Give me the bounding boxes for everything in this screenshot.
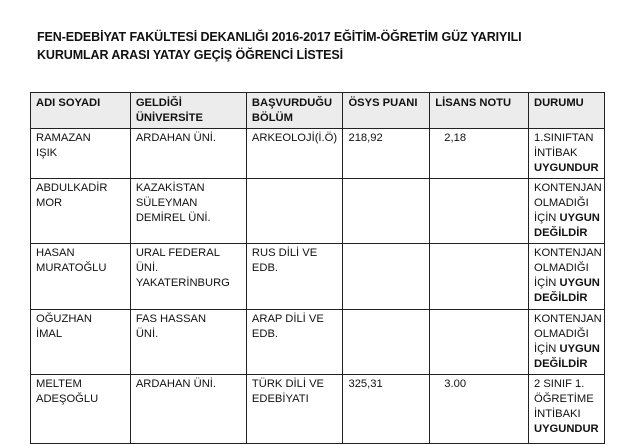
header-university-label-1: GELDİĞİ xyxy=(135,97,182,109)
cell-gpa xyxy=(430,310,529,375)
cell-text: YAKATERİNBURG xyxy=(135,277,230,289)
cell-text: İÇİN xyxy=(534,277,557,289)
cell-gpa xyxy=(430,129,529,179)
cell-text: OLMADIĞI xyxy=(534,262,589,274)
cell-text: ABDULKADİR xyxy=(36,182,108,194)
cell-text: EDB. xyxy=(251,262,279,274)
table-row xyxy=(31,129,605,179)
cell-university xyxy=(130,129,246,179)
cell-score xyxy=(343,244,430,310)
table-header-row xyxy=(31,93,605,129)
cell-university xyxy=(130,179,246,244)
header-score-label: ÖSYS PUANI xyxy=(348,97,418,109)
cell-text: EDB. xyxy=(251,328,279,340)
cell-name xyxy=(31,129,131,179)
cell-text: HASAN xyxy=(36,247,75,259)
status-line xyxy=(534,211,599,226)
cell-text: 325,31 xyxy=(348,378,383,390)
cell-text: 1.SINIFTAN xyxy=(534,132,594,144)
cell-text: ARDAHAN ÜNİ. xyxy=(135,132,216,144)
cell-text: MELTEM xyxy=(36,378,82,390)
header-status xyxy=(529,93,605,129)
header-department-label-1: BAŞVURDUĞU xyxy=(251,97,333,109)
cell-score xyxy=(343,310,430,375)
cell-text: RUS DİLİ VE xyxy=(251,247,318,259)
cell-text: İÇİN xyxy=(534,212,557,224)
cell-text: ÖĞRETİME xyxy=(534,393,594,405)
document-title xyxy=(37,28,597,64)
status-result: DEĞİLDİR xyxy=(534,358,588,370)
cell-text: İMAL xyxy=(36,328,63,340)
cell-text: İNTİBAK xyxy=(534,147,578,159)
cell-text: FAS HASSAN xyxy=(135,313,207,325)
status-result-inline: UYGUN xyxy=(559,343,600,355)
cell-name xyxy=(31,310,131,375)
cell-score xyxy=(343,129,430,179)
cell-text: 218,92 xyxy=(348,132,383,144)
cell-text: OLMADIĞI xyxy=(534,197,589,209)
cell-status xyxy=(529,375,605,444)
cell-text: ARKEOLOJİ(İ.Ö) xyxy=(251,132,338,144)
cell-text: OĞUZHAN xyxy=(36,313,92,325)
cell-department xyxy=(246,375,343,444)
status-line xyxy=(534,342,599,357)
cell-department xyxy=(246,129,343,179)
cell-text: EDEBİYATI xyxy=(251,393,309,405)
cell-text: KONTENJAN xyxy=(534,182,602,194)
cell-name xyxy=(31,375,131,444)
cell-status xyxy=(529,244,605,310)
cell-text: ARDAHAN ÜNİ. xyxy=(135,378,216,390)
cell-gpa xyxy=(430,375,529,444)
header-name xyxy=(31,93,131,129)
cell-department xyxy=(246,310,343,375)
header-gpa xyxy=(430,93,529,129)
header-gpa-label: LİSANS NOTU xyxy=(435,97,512,109)
cell-name xyxy=(31,244,131,310)
status-result: DEĞİLDİR xyxy=(534,227,588,239)
title-line-2: KURUMLAR ARASI YATAY GEÇİŞ ÖĞRENCİ LİSTESİ xyxy=(37,48,344,62)
status-result-inline: UYGUN xyxy=(559,277,600,289)
header-university xyxy=(130,93,246,129)
table-row xyxy=(31,375,605,444)
cell-text: SÜLEYMAN xyxy=(135,197,198,209)
table-row xyxy=(31,244,605,310)
status-result: UYGUNDUR xyxy=(534,423,599,435)
cell-text: MOR xyxy=(36,197,63,209)
cell-text: DEMİREL ÜNİ. xyxy=(135,212,211,224)
cell-score xyxy=(343,375,430,444)
header-department-label-2: BÖLÜM xyxy=(251,112,293,124)
cell-name xyxy=(31,179,131,244)
table-row xyxy=(31,179,605,244)
cell-status xyxy=(529,310,605,375)
cell-gpa xyxy=(430,244,529,310)
cell-score xyxy=(343,179,430,244)
header-department xyxy=(246,93,343,129)
cell-text: URAL FEDERAL xyxy=(135,247,220,259)
cell-text: MURATOĞLU xyxy=(36,262,107,274)
cell-status xyxy=(529,129,605,179)
cell-text: 2,18 xyxy=(444,132,467,144)
cell-text: OLMADIĞI xyxy=(534,328,589,340)
cell-text: ÜNİ. xyxy=(135,262,159,274)
cell-text: 2 SINIF 1. xyxy=(534,378,585,390)
cell-university xyxy=(130,244,246,310)
header-university-label-2: ÜNİVERSİTE xyxy=(135,112,203,124)
cell-text: IŞIK xyxy=(36,147,58,159)
status-result-inline: UYGUN xyxy=(559,212,600,224)
header-score xyxy=(343,93,430,129)
cell-text: KAZAKİSTAN xyxy=(135,182,205,194)
cell-university xyxy=(130,375,246,444)
cell-text: İNTİBAKI xyxy=(534,408,581,420)
table-row xyxy=(31,310,605,375)
cell-text: KONTENJAN xyxy=(534,247,602,259)
header-name-label: ADI SOYADI xyxy=(36,97,101,109)
cell-department xyxy=(246,244,343,310)
title-line-1: FEN-EDEBİYAT FAKÜLTESİ DEKANLIĞI 2016-2017 EĞİTİM-ÖĞRETİM GÜZ YARIYILI xyxy=(37,30,522,44)
cell-status xyxy=(529,179,605,244)
status-result: DEĞİLDİR xyxy=(534,292,588,304)
cell-university xyxy=(130,310,246,375)
cell-gpa xyxy=(430,179,529,244)
status-result: UYGUNDUR xyxy=(534,162,599,174)
cell-text: KONTENJAN xyxy=(534,313,602,325)
transfer-student-table xyxy=(30,92,605,444)
header-status-label: DURUMU xyxy=(534,97,584,109)
cell-text: TÜRK DİLİ VE xyxy=(251,378,325,390)
status-line xyxy=(534,276,599,291)
cell-department xyxy=(246,179,343,244)
cell-text: ADEŞOĞLU xyxy=(36,393,99,405)
cell-text: ÜNİ. xyxy=(135,328,159,340)
cell-text: RAMAZAN xyxy=(36,132,91,144)
cell-text: 3.00 xyxy=(444,378,467,390)
cell-text: İÇİN xyxy=(534,343,557,355)
cell-text: ARAP DİLİ VE xyxy=(251,313,324,325)
